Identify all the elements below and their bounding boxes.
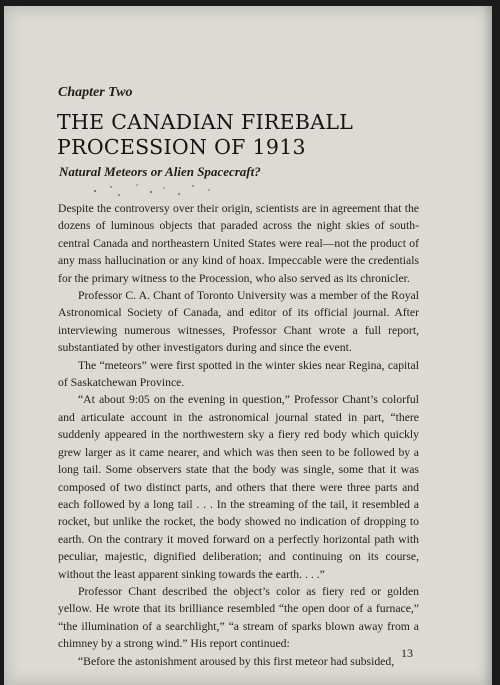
chapter-label: Chapter Two — [58, 85, 133, 100]
chapter-title-line-2: PROCESSION OF 1913 — [57, 135, 306, 159]
paragraph-4: “At about 9:05 on the evening in question,” Professor Chant’s colorful and articulate account in the astronomical journal stated in part, “there suddenly appeared in the northwestern sky a fiery red body which quickly grew larger as it came nearer, and which was then seen to be followed by a long tail. Some observers state that the body was single, some that it was composed of two distinct parts, and others that there were three parts and each followed by a long tail . . . In the streaming of the tail, it resembled a rocket, but unlike the rocket, the body showed no indication of dropping to earth. On the contrary it moved forward on a perfectly horizontal path with peculiar, majestic, dignified deliberation; and continuing on its course, without the least apparent sinking towards the earth. . . .” — [58, 393, 419, 581]
chapter-title — [57, 110, 457, 160]
paragraph-2: Professor C. A. Chant of Toronto University was a member of the Royal Astronomical Society of Canada, and editor of its official journal. After interviewing numerous witnesses, Professor Chant wrote a full report, substantiated by other investigators during and since the event. — [58, 289, 419, 355]
paragraph-1: Despite the controversy over their origin, scientists are in agreement that the dozens of luminous objects that paraded across the night skies of south-central Canada and northeastern United States were real—not the product of any mass hallucination or any kind of hoax. Impeccable were the credentials for the primary witness to the Procession, who also served as its chronicler. — [58, 202, 419, 285]
paragraph-3: The “meteors” were first spotted in the winter skies near Regina, capital of Saskatchewan Province. — [58, 358, 419, 390]
page-number: 13 — [401, 646, 413, 660]
paragraph-6: “Before the astonishment aroused by this first meteor had subsided, — [78, 654, 395, 668]
chapter-subtitle: Natural Meteors or Alien Spacecraft? — [59, 164, 261, 179]
book-page — [4, 6, 492, 685]
paragraph-5: Professor Chant described the object’s color as fiery red or golden yellow. He wrote that its brilliance resembled “the open door of a furnace,” “the illumination of a searchlight,” “a stream of sparks blown away from a chimney by a strong wind.” His report continued: — [58, 584, 419, 651]
print-specks — [89, 181, 219, 201]
body-text — [58, 200, 419, 670]
chapter-title-line-1: THE CANADIAN FIREBALL — [57, 110, 354, 134]
page-edge-shadow — [482, 6, 492, 685]
